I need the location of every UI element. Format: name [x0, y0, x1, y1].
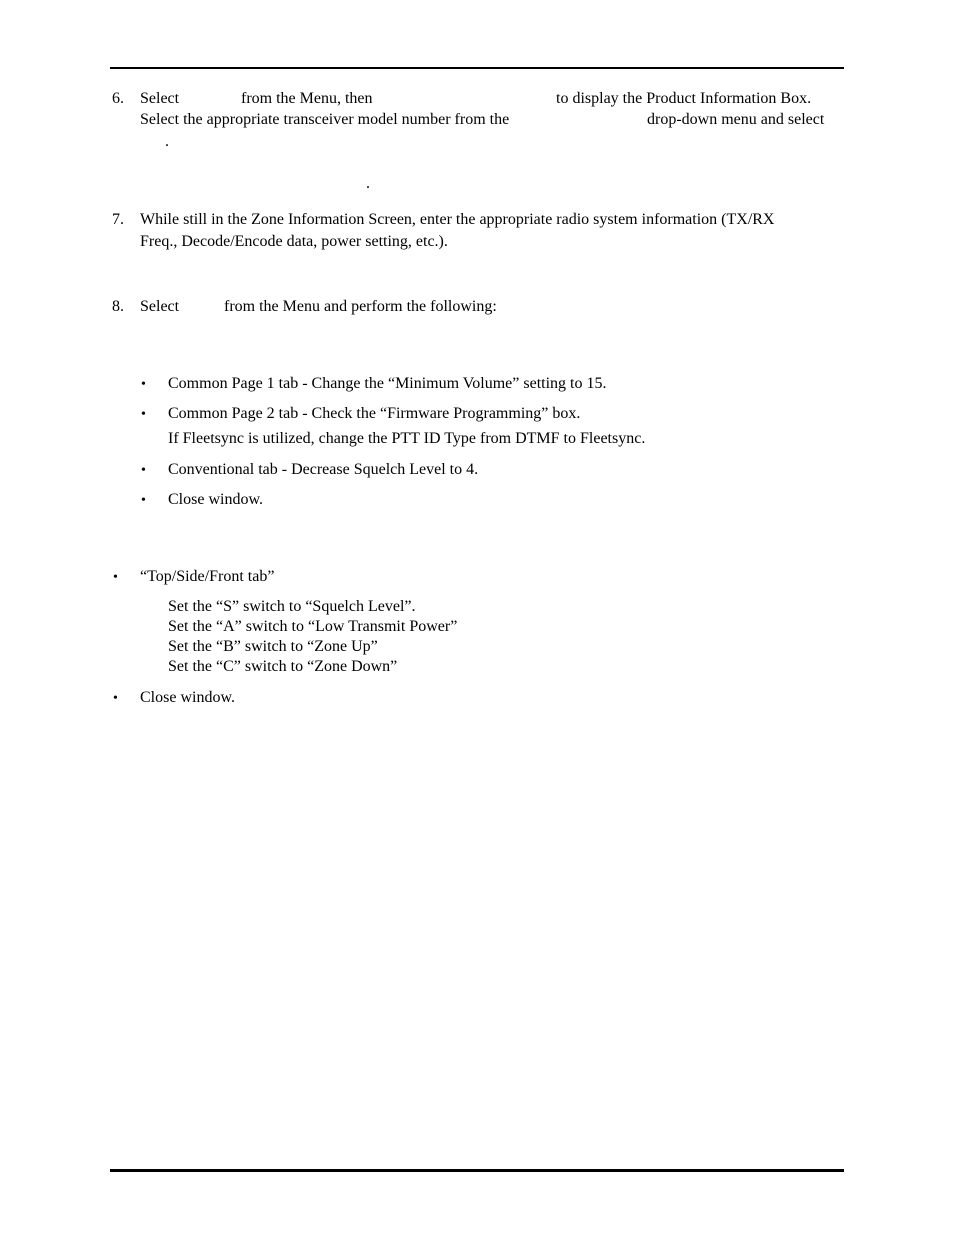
- bullet-icon: •: [141, 407, 146, 422]
- step-period: .: [165, 133, 169, 150]
- list-item-text: Close window.: [168, 491, 263, 508]
- bullet-icon: •: [141, 377, 146, 392]
- key-setting-line: Set the “S” switch to “Squelch Level”.: [168, 598, 416, 615]
- step-text: Select: [140, 90, 180, 107]
- key-setting-line: Set the “B” switch to “Zone Up”: [168, 638, 378, 655]
- step-period: .: [366, 175, 370, 192]
- step-number: 8.: [112, 298, 124, 315]
- step-text: from the Menu and perform the following:: [224, 298, 497, 315]
- step-text: drop-down menu and select: [647, 111, 825, 128]
- step-number: 6.: [112, 90, 124, 107]
- step-text: Select: [140, 298, 180, 315]
- list-item-text: Common Page 1 tab - Change the “Minimum Volume” setting to 15.: [168, 375, 607, 392]
- bullet-icon: •: [113, 570, 118, 585]
- key-setting-line: Set the “A” switch to “Low Transmit Power”: [168, 618, 458, 635]
- list-item-text: Conventional tab - Decrease Squelch Level to 4.: [168, 461, 479, 478]
- step-text: While still in the Zone Information Screen, enter the appropriate radio system information (TX/RX: [140, 211, 775, 228]
- list-item-text: Close window.: [140, 689, 235, 706]
- bullet-icon: •: [141, 463, 146, 478]
- list-item-text: Common Page 2 tab - Check the “Firmware Programming” box.: [168, 405, 581, 422]
- step-text: Freq., Decode/Encode data, power setting, etc.).: [140, 233, 448, 250]
- step-number: 7.: [112, 211, 124, 228]
- footer-rule: [110, 1169, 844, 1172]
- step-text: from the Menu, then: [241, 90, 373, 107]
- header-rule: [110, 67, 844, 69]
- step-text: Select the appropriate transceiver model number from the: [140, 111, 510, 128]
- bullet-icon: •: [141, 493, 146, 508]
- key-setting-line: Set the “C” switch to “Zone Down”: [168, 658, 398, 675]
- list-item-text: “Top/Side/Front tab”: [140, 568, 275, 585]
- bullet-icon: •: [113, 691, 118, 706]
- list-item-subtext: If Fleetsync is utilized, change the PTT ID Type from DTMF to Fleetsync.: [168, 430, 646, 447]
- step-text: to display the Product Information Box.: [556, 90, 812, 107]
